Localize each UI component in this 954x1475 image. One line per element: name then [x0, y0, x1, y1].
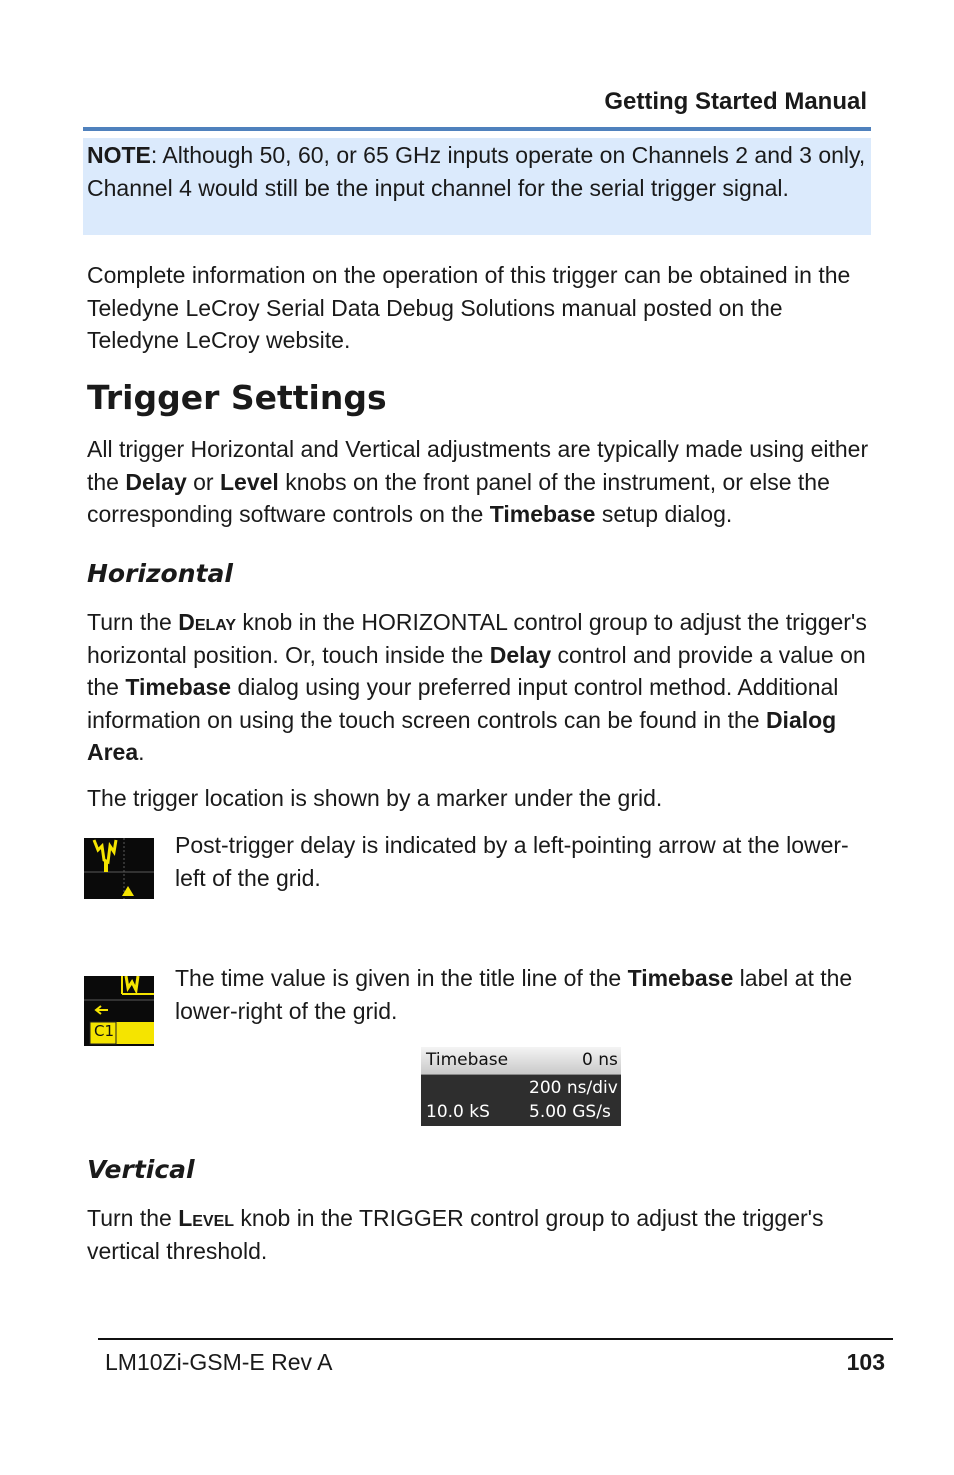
bold-delay: Delay	[489, 641, 552, 668]
footer-document-id: LM10Zi-GSM-E Rev A	[105, 1349, 333, 1375]
footer-rule	[98, 1338, 893, 1340]
channel-label: C1	[94, 1022, 115, 1040]
subsection-heading-horizontal: Horizontal	[87, 559, 233, 588]
knob-name-delay: Delay	[178, 609, 237, 635]
timebase-samples: 10.0 kS	[426, 1102, 490, 1122]
text-run: The time value is given in the title line of the	[175, 965, 628, 991]
timebase-descriptor-image	[421, 1047, 621, 1126]
note-text: : Although 50, 60, or 65 GHz inputs operate on Channels 2 and 3 only, Channel 4 would still be the input channel for the serial trigger signal.	[87, 142, 866, 201]
page-number: 103	[846, 1349, 885, 1375]
note-label: NOTE	[87, 142, 151, 168]
text-run: knob in the HORIZONTAL control group to adjust the trigger's horizontal position. Or, touch inside the	[87, 609, 867, 668]
text-run: control and provide a value on the	[87, 641, 866, 700]
timebase-label: Timebase	[426, 1050, 509, 1070]
trigger-time-image	[84, 976, 154, 1046]
text-run: All trigger Horizontal and Vertical adjustments are typically made using either the	[87, 436, 869, 495]
timebase-sample-rate: 5.00 GS/s	[529, 1102, 611, 1122]
text-run: .	[138, 739, 145, 765]
text-run: knobs on the front panel of the instrument, or else the corresponding software controls on the	[87, 468, 830, 527]
time-value-text	[175, 962, 875, 1027]
text-run: dialog using your preferred input control method. Additional information on using the touch screen controls can be found in the	[87, 674, 839, 733]
bold-dialog-area: Dialog Area	[87, 706, 837, 765]
intro-paragraph: Complete information on the operation of this trigger can be obtained in the Teledyne LeCroy Serial Data Debug Solutions manual posted on the Teledyne LeCroy website.	[87, 262, 851, 353]
note-box	[83, 138, 871, 235]
post-trigger-marker-image	[84, 838, 154, 899]
text-run: label at the lower-right of the grid.	[175, 965, 853, 1024]
marker-paragraph: The trigger location is shown by a marker under the grid.	[87, 785, 663, 811]
bold-timebase: Timebase	[125, 674, 232, 700]
vertical-paragraph	[87, 1202, 877, 1267]
text-run: setup dialog.	[595, 501, 733, 527]
text-run: or	[186, 468, 220, 495]
timebase-per-div: 200 ns/div	[529, 1078, 618, 1098]
trigger-settings-paragraph	[87, 433, 877, 531]
subsection-heading-vertical: Vertical	[87, 1155, 195, 1184]
text-run: knob in the TRIGGER control group to adjust the trigger's vertical threshold.	[87, 1205, 824, 1264]
post-trigger-marker-icon	[84, 838, 154, 899]
bold-timebase: Timebase	[489, 501, 596, 527]
header-rule	[83, 127, 871, 131]
horizontal-paragraph	[87, 606, 867, 769]
running-header: Getting Started Manual	[604, 88, 867, 115]
timebase-delay-value: 0 ns	[582, 1050, 618, 1070]
bold-timebase: Timebase	[627, 965, 734, 991]
section-heading-trigger-settings: Trigger Settings	[87, 378, 387, 417]
post-trigger-text: Post-trigger delay is indicated by a left-pointing arrow at the lower-left of the grid.	[175, 832, 849, 891]
knob-name-level: Level	[178, 1205, 235, 1231]
text-run: Turn the	[87, 1205, 179, 1231]
bold-delay: Delay	[125, 468, 187, 495]
text-run: Turn the	[87, 609, 179, 635]
bold-level: Level	[219, 468, 279, 495]
